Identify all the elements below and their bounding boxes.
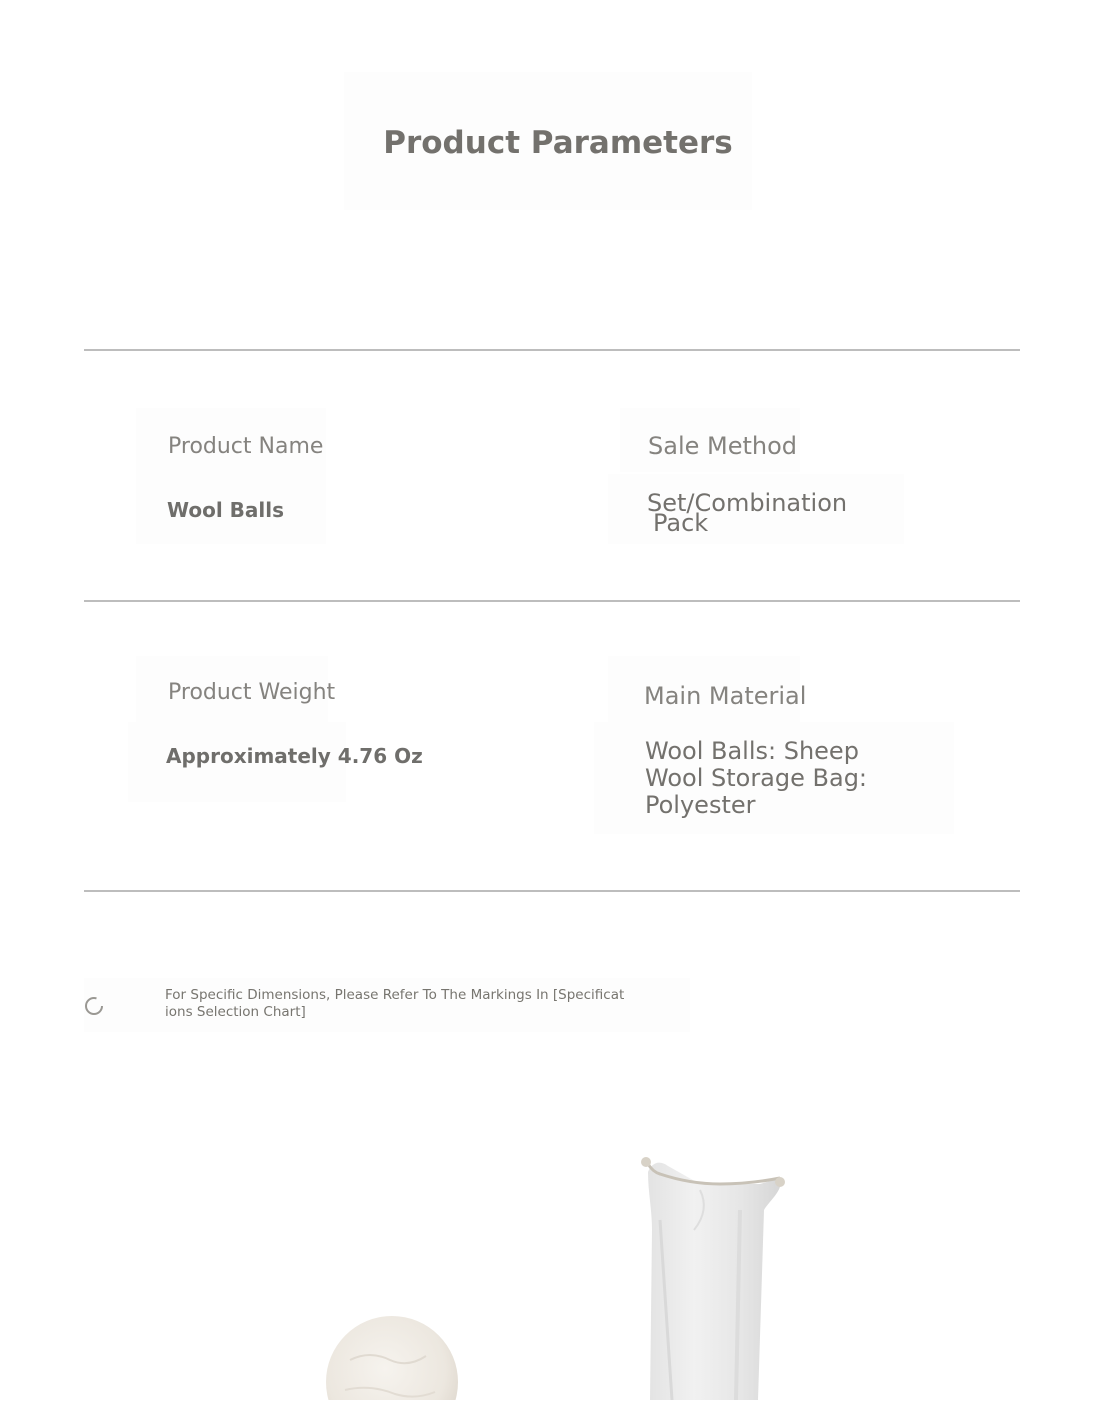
wool-ball-photo (326, 1316, 458, 1400)
loading-ring-icon (84, 996, 104, 1016)
sale-method-value-line1: Set/Combination (647, 489, 848, 517)
product-photos (0, 1060, 1104, 1400)
dimensions-note: For Specific Dimensions, Please Refer To The Markings In [Specifications Selection Chart] (165, 987, 625, 1020)
storage-bag-photo (641, 1157, 785, 1400)
product-photo-canvas (0, 1060, 1104, 1400)
product-name-cell (136, 408, 326, 544)
product-weight-value: Approximately 4.76 Oz (166, 744, 423, 768)
product-name-value: Wool Balls (167, 498, 285, 522)
divider-top (84, 349, 1020, 351)
divider-bottom (84, 890, 1020, 892)
main-material-label: Main Material (644, 682, 807, 710)
product-weight-label: Product Weight (168, 680, 336, 705)
title-panel (344, 72, 752, 210)
page-title: Product Parameters (383, 125, 733, 161)
sale-method-value-line2: Pack (653, 509, 709, 537)
product-name-label: Product Name (168, 434, 324, 459)
sale-method-label: Sale Method (648, 432, 798, 460)
sale-method-value (647, 489, 848, 537)
main-material-value: Wool Balls: Sheep Wool Storage Bag: Polyester (645, 737, 868, 819)
divider-middle (84, 600, 1020, 602)
